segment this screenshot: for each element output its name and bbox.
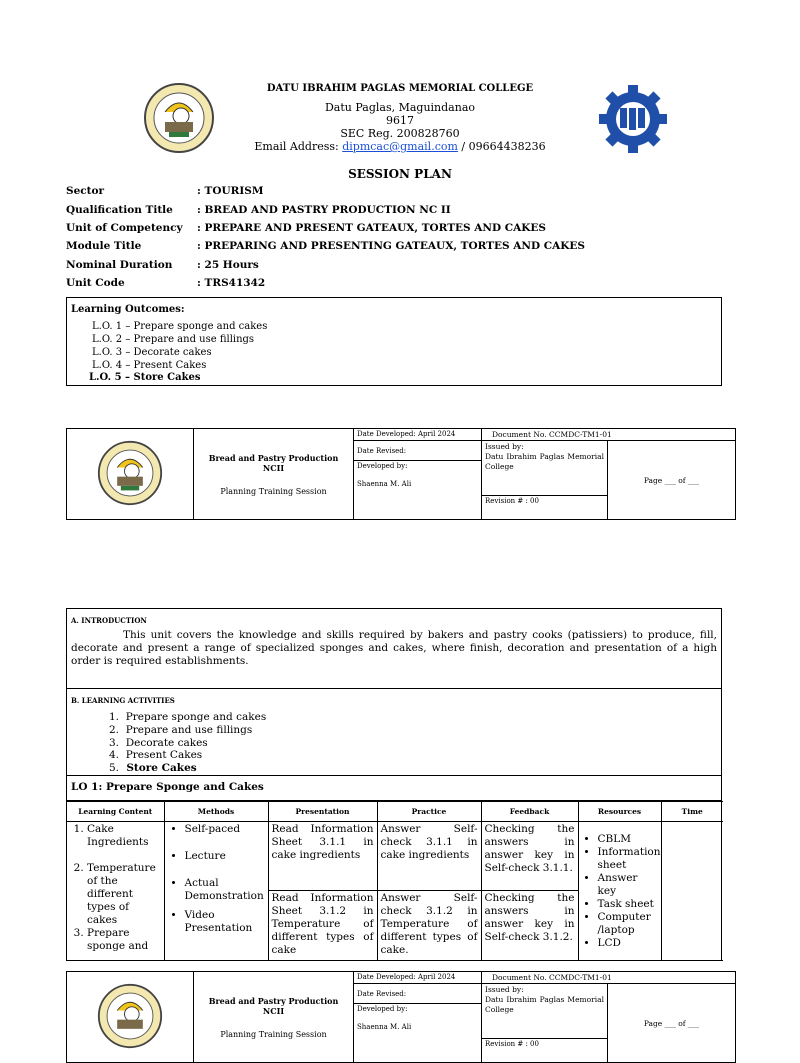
- presentation-cell: Read Information Sheet 3.1.1 in cake ingredients: [268, 822, 377, 891]
- learning-outcome-item: L.O. 4 – Present Cakes: [92, 360, 207, 371]
- lo1-header-row: [67, 802, 723, 822]
- issued-by-cell: [482, 441, 608, 496]
- activity-item: 1. Prepare sponge and cakes: [109, 711, 267, 723]
- issued-by-label: Issued by:: [485, 442, 524, 451]
- developed-by-label: Developed by:: [357, 1005, 408, 1013]
- document-number: Document No. CCMDC-TM1-01: [482, 429, 736, 441]
- learning-outcomes-box: [66, 297, 722, 386]
- learning-outcomes-heading: Learning Outcomes:: [71, 304, 185, 315]
- page-number: Page ___ of ___: [608, 441, 736, 520]
- control-logo-cell: [67, 429, 194, 520]
- session-content: [66, 608, 722, 961]
- column-header: Practice: [377, 802, 481, 822]
- control-program-cell: [194, 972, 354, 1063]
- list-item: • Answer key: [598, 872, 658, 898]
- column-header: Resources: [578, 802, 661, 822]
- email-link[interactable]: dipmcac@gmail.com: [342, 140, 458, 153]
- issued-by-label: Issued by:: [485, 985, 524, 994]
- email-label: Email Address:: [254, 140, 343, 153]
- document-number: Document No. CCMDC-TM1-01: [482, 972, 736, 984]
- learning-outcome-item: L.O. 5 – Store Cakes: [89, 372, 201, 383]
- resources-cell: [578, 822, 661, 961]
- issuer-name: Datu Ibrahim Paglas Memorial College: [485, 995, 604, 1014]
- revision-number: Revision # : 00: [482, 496, 608, 520]
- list-item: 3. Prepare sponge and: [87, 927, 161, 953]
- list-item: • Self-paced: [185, 823, 265, 836]
- introduction-section: [67, 609, 721, 689]
- list-item: 1. Cake Ingredients: [87, 823, 161, 849]
- practice-cell: Answer Self-check 3.1.2 in Temperature of different types of cake.: [377, 891, 481, 961]
- activity-item: 3. Decorate cakes: [109, 737, 208, 749]
- activity-item: 5. Store Cakes: [109, 762, 197, 774]
- info-label: Unit Code: [66, 277, 125, 289]
- introduction-text: This unit covers the knowledge and skills required by bakers and pastry cooks (patissiers) to produce, fill, decorate and present a range of specialized sponges and cakes, where finish, decoration and presentation of a high order is required establishments.: [71, 629, 717, 667]
- feedback-cell: Checking the answers in answer key in Self-check 3.1.1.: [481, 822, 578, 891]
- date-revised: Date Revised:: [354, 984, 482, 1004]
- list-item: • Information sheet: [598, 846, 658, 872]
- learning-outcome-item: L.O. 2 – Prepare and use fillings: [92, 334, 255, 345]
- table-row: [67, 822, 723, 891]
- column-header: Methods: [164, 802, 268, 822]
- learning-activities-section: [67, 689, 721, 776]
- column-header: Learning Content: [67, 802, 164, 822]
- info-label: Unit of Competency: [66, 222, 183, 234]
- list-item: • LCD: [598, 937, 658, 950]
- info-value: : BREAD AND PASTRY PRODUCTION NC II: [197, 204, 451, 216]
- session-name: Planning Training Session: [220, 486, 327, 496]
- column-header: Time: [661, 802, 723, 822]
- control-program-cell: [194, 429, 354, 520]
- developed-by-cell: [354, 1004, 482, 1063]
- control-logo-cell: [67, 972, 194, 1063]
- phone-number: / 09664438236: [457, 140, 546, 153]
- lo1-title: LO 1: Prepare Sponge and Cakes: [71, 781, 264, 793]
- date-developed: Date Developed: April 2024: [354, 429, 482, 441]
- feedback-cell: Checking the answers in answer key in Self-check 3.1.2.: [481, 891, 578, 961]
- practice-cell: Answer Self-check 3.1.1 in cake ingredients: [377, 822, 481, 891]
- session-name: Planning Training Session: [220, 1029, 327, 1039]
- list-item: • Actual Demonstration: [185, 877, 265, 903]
- info-label: Sector: [66, 185, 105, 197]
- issued-by-cell: [482, 984, 608, 1039]
- college-seal-icon: [97, 440, 163, 506]
- list-item: • Task sheet: [598, 898, 658, 911]
- presentation-cell: Read Information Sheet 3.1.2 in Temperature of different types of cake: [268, 891, 377, 961]
- developed-by-label: Developed by:: [357, 462, 408, 470]
- info-value: : TRS41342: [197, 277, 266, 289]
- program-name: Bread and Pastry Production NCII: [208, 995, 339, 1016]
- sec-reg: SEC Reg. 200828760: [340, 127, 460, 140]
- info-value: : PREPARING AND PRESENTING GATEAUX, TORTES AND CAKES: [197, 240, 585, 252]
- introduction-heading: A. INTRODUCTION: [71, 616, 147, 625]
- college-header: [200, 0, 600, 160]
- info-label: Module Title: [66, 240, 142, 252]
- info-value: : TOURISM: [197, 185, 264, 197]
- info-label: Qualification Title: [66, 204, 173, 216]
- info-value: : PREPARE AND PRESENT GATEAUX, TORTES AND CAKES: [197, 222, 546, 234]
- college-seal-icon: [97, 983, 163, 1049]
- list-item: 2. Temperature of the different types of cakes: [87, 862, 161, 927]
- issuer-name: Datu Ibrahim Paglas Memorial College: [485, 452, 604, 471]
- college-zip: 9617: [386, 114, 414, 127]
- tesda-logo: [598, 84, 668, 154]
- list-item: • Computer /laptop: [598, 911, 658, 937]
- session-plan-title: SESSION PLAN: [348, 167, 452, 181]
- column-header: Feedback: [481, 802, 578, 822]
- list-item: • CBLM: [598, 833, 658, 846]
- learning-activities-heading: B. LEARNING ACTIVITIES: [71, 696, 175, 705]
- methods-cell: [164, 822, 268, 961]
- developed-by-cell: [354, 461, 482, 520]
- developer-name: Shaenna M. Ali: [357, 480, 412, 488]
- learning-content-cell: [67, 822, 164, 961]
- list-item: • Lecture: [185, 850, 265, 863]
- learning-outcome-item: L.O. 1 – Prepare sponge and cakes: [92, 321, 268, 332]
- document-control-table: [66, 428, 736, 520]
- lo1-section: [67, 776, 721, 801]
- contact-line: [200, 140, 600, 153]
- page-number: Page ___ of ___: [608, 984, 736, 1063]
- learning-outcome-item: L.O. 3 – Decorate cakes: [92, 347, 212, 358]
- list-item: • Video Presentation: [185, 909, 265, 935]
- developer-name: Shaenna M. Ali: [357, 1023, 412, 1031]
- revision-number: Revision # : 00: [482, 1039, 608, 1063]
- college-address: Datu Paglas, Maguindanao: [324, 101, 475, 114]
- info-label: Nominal Duration: [66, 259, 173, 271]
- date-revised: Date Revised:: [354, 441, 482, 461]
- time-cell: [661, 822, 723, 961]
- college-name: DATU IBRAHIM PAGLAS MEMORIAL COLLEGE: [266, 83, 534, 94]
- date-developed: Date Developed: April 2024: [354, 972, 482, 984]
- document-control-table-footer: [66, 971, 736, 1063]
- activity-item: 4. Present Cakes: [109, 749, 203, 761]
- activity-item: 2. Prepare and use fillings: [109, 724, 253, 736]
- lo1-table: [67, 801, 723, 961]
- info-value: : 25 Hours: [197, 259, 259, 271]
- program-name: Bread and Pastry Production NCII: [208, 452, 339, 473]
- column-header: Presentation: [268, 802, 377, 822]
